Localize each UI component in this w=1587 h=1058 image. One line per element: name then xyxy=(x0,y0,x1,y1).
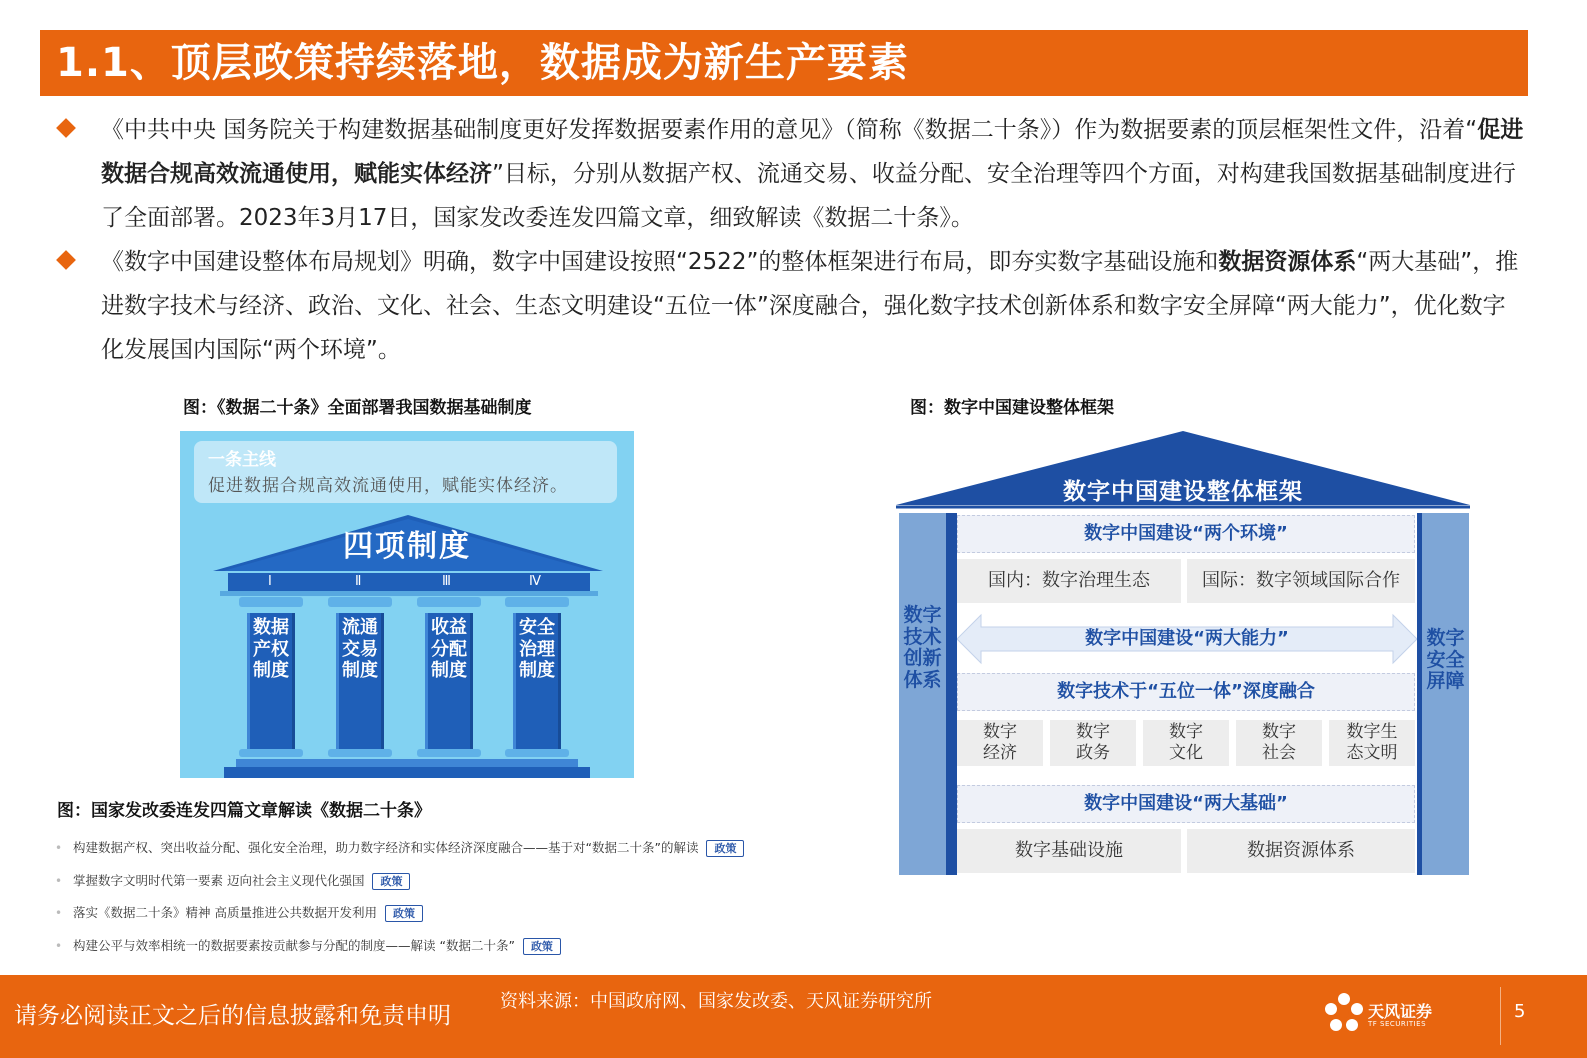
policy-tag[interactable]: 政策 xyxy=(385,905,423,922)
bullet-text: 《中共中央 国务院关于构建数据基础制度更好发挥数据要素作用的意见》（简称《数据二十条》）作为数据要素的顶层框架性文件，沿着“ xyxy=(101,117,1478,143)
numeral-label: Ⅰ xyxy=(268,574,272,589)
five-in-one-cell xyxy=(1236,720,1322,766)
bullet-item xyxy=(55,108,1525,240)
company-logo xyxy=(1322,989,1470,1041)
diamond-bullet-icon xyxy=(56,118,76,138)
numeral-label: Ⅱ xyxy=(355,574,362,589)
five-in-one-cell xyxy=(1050,720,1136,766)
pillar-label: 流通交易制度 xyxy=(342,617,378,681)
diamond-bullet-icon xyxy=(56,250,76,270)
foundation-cell: 数字基础设施 xyxy=(957,829,1181,873)
pillar xyxy=(513,597,561,761)
beam-divider xyxy=(220,591,598,596)
figure-caption-news: 图：国家发改委连发四篇文章解读《数据二十条》 xyxy=(57,801,431,821)
cell-line: 数字 xyxy=(1076,722,1110,742)
ability-header: 数字中国建设“两大能力” xyxy=(1085,628,1289,649)
footer xyxy=(0,975,1587,1058)
page-number: 5 xyxy=(1514,1001,1526,1022)
side-label-right: 数字安全屏障 xyxy=(1426,627,1465,692)
right-side-column xyxy=(1422,513,1469,875)
list-item xyxy=(55,936,815,969)
cell-line: 政务 xyxy=(1076,743,1110,763)
foundation-step xyxy=(224,767,590,778)
cell-line: 经济 xyxy=(983,743,1017,763)
bullet-text: “两大基础”，推进数字技术与经济、政治、文化、社会、生态文明建设“五位一体”深度融合，强化数字技术创新体系和数字安全屏障“两大能力”，优化数字化发展国内国际“两个环境”。 xyxy=(101,249,1519,363)
bullet-list xyxy=(55,108,1525,372)
pillar-base xyxy=(328,749,392,757)
bullet-dot-icon: • xyxy=(55,841,63,855)
cell-line: 数字生 xyxy=(1346,722,1398,742)
cell-line: 态文明 xyxy=(1346,743,1398,763)
disclaimer-text: 请务必阅读正文之后的信息披露和免责申明 xyxy=(14,1003,451,1029)
page-title: 1.1、顶层政策持续落地，数据成为新生产要素 xyxy=(56,40,909,86)
news-title[interactable]: 掌握数字文明时代第一要素 迈向社会主义现代化强国 xyxy=(73,872,365,888)
numeral-label: Ⅲ xyxy=(442,574,451,589)
framework-title: 数字中国建设整体框架 xyxy=(1063,479,1303,505)
policy-tag[interactable]: 政策 xyxy=(523,938,561,955)
five-in-one-cell xyxy=(957,720,1043,766)
side-label-left: 数字技术创新体系 xyxy=(903,604,942,691)
source-text: 资料来源：中国政府网、国家发改委、天风证券研究所 xyxy=(500,991,932,1012)
pillar-label: 收益分配制度 xyxy=(431,617,467,681)
cell-line: 数字 xyxy=(983,722,1017,742)
environment-cell: 国际：数字领域国际合作 xyxy=(1187,559,1415,603)
list-item xyxy=(55,838,815,871)
foundation-header: 数字中国建设“两大基础” xyxy=(957,785,1415,823)
framework-center xyxy=(957,513,1417,875)
pillar-label: 安全治理制度 xyxy=(519,617,555,681)
figure-caption-left: 图：《数据二十条》全面部署我国数据基础制度 xyxy=(183,398,532,418)
digital-china-framework xyxy=(896,431,1470,876)
environment-cell: 国内：数字治理生态 xyxy=(957,559,1181,603)
five-in-one-header: 数字技术于“五位一体”深度融合 xyxy=(957,673,1415,711)
pillar xyxy=(336,597,384,761)
environment-header: 数字中国建设“两个环境” xyxy=(957,515,1415,553)
framework-body xyxy=(899,513,1469,875)
pillar xyxy=(247,597,295,761)
pillar-cap xyxy=(239,597,303,607)
page-separator xyxy=(1500,987,1501,1045)
pillar-cap xyxy=(417,597,481,607)
title-bar xyxy=(40,30,1528,96)
news-title[interactable]: 构建公平与效率相统一的数据要素按贡献参与分配的制度——解读 “数据二十条” xyxy=(73,937,515,953)
pillar-cap xyxy=(328,597,392,607)
bullet-dot-icon: • xyxy=(55,938,63,953)
cell-line: 数字 xyxy=(1169,722,1203,742)
logo-flower-icon xyxy=(1322,991,1366,1035)
numeral-label: Ⅳ xyxy=(529,574,541,589)
bullet-dot-icon: • xyxy=(55,906,63,920)
mainline-text: 促进数据合规高效流通使用，赋能实体经济。 xyxy=(208,476,568,496)
bullet-dot-icon: • xyxy=(55,873,63,888)
figure-caption-right: 图：数字中国建设整体框架 xyxy=(910,398,1114,418)
bullet-text: 《数字中国建设整体布局规划》明确，数字中国建设按照“2522”的整体框架进行布局，即夯实数字基础设施和 xyxy=(101,249,1219,275)
pillar xyxy=(425,597,473,761)
bullet-bold-text: 促进数据合规高效流通使用，赋能实体经济 xyxy=(101,117,1524,187)
pillar-base xyxy=(505,749,569,757)
left-side-column xyxy=(899,513,946,875)
pillar-base xyxy=(417,749,481,757)
news-list xyxy=(55,838,815,968)
mainline-title: 一条主线 xyxy=(208,450,276,470)
mainline-box xyxy=(194,441,617,503)
list-item xyxy=(55,903,815,936)
five-in-one-cell xyxy=(1329,720,1415,766)
news-title[interactable]: 构建数据产权、突出收益分配、强化安全治理，助力数字经济和实体经济深度融合——基于对“数据二十条”的解读 xyxy=(73,840,699,855)
policy-tag[interactable]: 政策 xyxy=(706,840,744,857)
foundation-step xyxy=(236,759,578,767)
list-item xyxy=(55,871,815,904)
numeral-beam xyxy=(228,573,590,591)
pillar-cap xyxy=(505,597,569,607)
logo-text-cn: 天风证券 xyxy=(1368,1002,1433,1021)
bullet-item xyxy=(55,240,1525,372)
cell-line: 数字 xyxy=(1262,722,1296,742)
roof-label: 四项制度 xyxy=(343,529,471,564)
bullet-text: ”目标，分别从数据产权、流通交易、收益分配、安全治理等四个方面，对构建我国数据基础制度进行了全面部署。2023年3月17日，国家发改委连发四篇文章，细致解读《数据二十条》。 xyxy=(101,161,1516,231)
foundation-cell: 数据资源体系 xyxy=(1187,829,1415,873)
logo-text-en: TF SECURITIES xyxy=(1368,1020,1427,1028)
cell-line: 文化 xyxy=(1169,743,1203,763)
bullet-bold-text: 数据资源体系 xyxy=(1218,249,1357,275)
pillar-base xyxy=(239,749,303,757)
data-twenty-figure xyxy=(180,431,634,778)
cell-line: 社会 xyxy=(1262,743,1296,763)
policy-tag[interactable]: 政策 xyxy=(372,873,410,890)
pillar-label: 数据产权制度 xyxy=(253,617,289,681)
news-title[interactable]: 落实《数据二十条》精神 高质量推进公共数据开发利用 xyxy=(73,905,377,920)
five-in-one-cell xyxy=(1143,720,1229,766)
